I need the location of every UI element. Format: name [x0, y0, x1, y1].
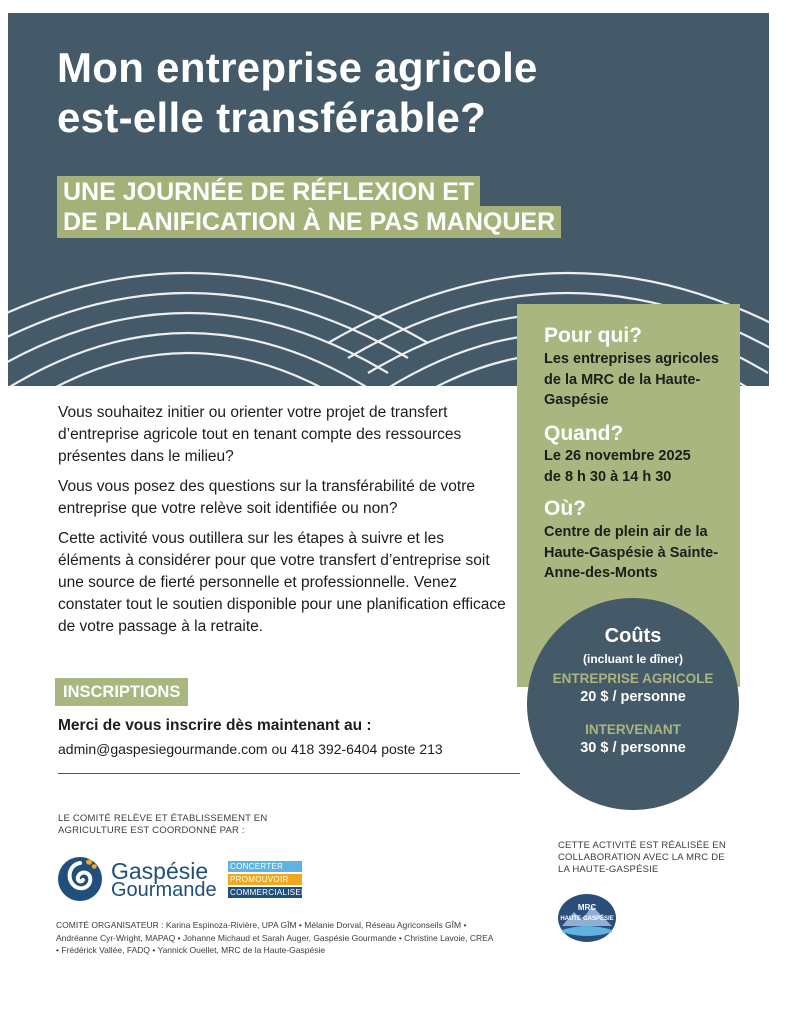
logo-name-line-1: Gaspésie — [111, 858, 209, 884]
when-text — [544, 446, 734, 487]
cost-price-intervenant: 30 $ / personne — [580, 740, 686, 756]
intro-paragraph-1: Vous souhaitez initier ou orienter votre projet de transfert d’entreprise agricole tout en tenant compte des ressources présentes dans le milieu? — [58, 404, 462, 465]
logo-tag-concerter: CONCERTER — [228, 861, 302, 872]
intro-paragraph-3: Cette activité vous outillera sur les étapes à suivre et les éléments à considérer pour que votre transfert d’entreprise soit une source de fierté personnelle et professionnelle. Venez constater tout le soutien disponible pour une planification efficace de votre passage à la retraite. — [58, 530, 506, 635]
cost-circle — [527, 598, 739, 810]
who-text: Les entreprises agricoles de la MRC de la Haute-Gaspésie — [544, 351, 719, 408]
organizing-committee: COMITÉ ORGANISATEUR : Karina Espinoza-Rivière, UPA GÎM • Mélanie Dorval, Réseau Agriconseils GÎM • Andréanne Cyr-Wright, MAPAQ • Johanne Michaud et Sarah Auger, Gaspésie Gourmande • Christine Lavoie, CREA • Frédérick Vallée, FADQ • Yannick Ouellet, MRC de la Haute-Gaspésie — [56, 920, 493, 955]
cost-category-farm: ENTREPRISE AGRICOLE — [552, 671, 714, 686]
when-time: de 8 h 30 à 14 h 30 — [544, 468, 672, 485]
cost-category-intervenant: INTERVENANT — [585, 722, 681, 737]
subtitle-line-2: DE PLANIFICATION À NE PAS MANQUER — [57, 206, 561, 238]
collaboration-note: CETTE ACTIVITÉ EST RÉALISÉE EN COLLABORATION AVEC LA MRC DE LA HAUTE-GASPÉSIE — [558, 840, 726, 875]
registration-contact[interactable]: admin@gaspesiegourmande.com ou 418 392-6404 poste 213 — [58, 741, 443, 757]
section-divider — [58, 773, 520, 774]
coordination-note: LE COMITÉ RELÈVE ET ÉTABLISSEMENT EN AGRICULTURE EST COORDONNÉ PAR : — [58, 813, 268, 836]
where-label: Où? — [544, 497, 586, 520]
subtitle-line-1: UNE JOURNÉE DE RÉFLEXION ET — [57, 176, 480, 208]
intro-paragraph-2: Vous vous posez des questions sur la transférabilité de votre entreprise que votre relève soit identifiée ou non? — [58, 478, 476, 517]
mrc-logo-text-1: MRC — [577, 903, 597, 912]
gaspesie-swirl-icon — [56, 855, 104, 903]
inscriptions-heading: INSCRIPTIONS — [55, 678, 188, 706]
cost-title: Coûts — [604, 625, 662, 647]
when-date: Le 26 novembre 2025 — [544, 448, 691, 464]
when-label: Quand? — [544, 422, 624, 445]
cost-price-farm: 20 $ / personne — [580, 689, 686, 705]
logo-tag-commercialiser: COMMERCIALISER — [230, 888, 308, 897]
gaspesie-gourmande-logo — [56, 855, 316, 905]
registration-invite: Merci de vous inscrire dès maintenant au : — [58, 717, 372, 734]
who-label: Pour qui? — [544, 324, 642, 347]
page-title — [57, 43, 538, 143]
mrc-haute-gaspesie-logo — [556, 892, 618, 944]
cost-note: (incluant le dîner) — [582, 652, 683, 666]
where-text: Centre de plein air de la Haute-Gaspésie à Sainte-Anne-des-Monts — [544, 524, 719, 581]
logo-tag-promouvoir: PROMOUVOIR — [228, 874, 302, 885]
logo-name-line-2: Gourmande — [111, 879, 217, 901]
title-line-1: Mon entreprise agricole — [57, 44, 538, 91]
mrc-logo-text-2: HAUTE-GASPÉSIE — [560, 916, 614, 922]
title-line-2: est-elle transférable? — [57, 94, 487, 141]
